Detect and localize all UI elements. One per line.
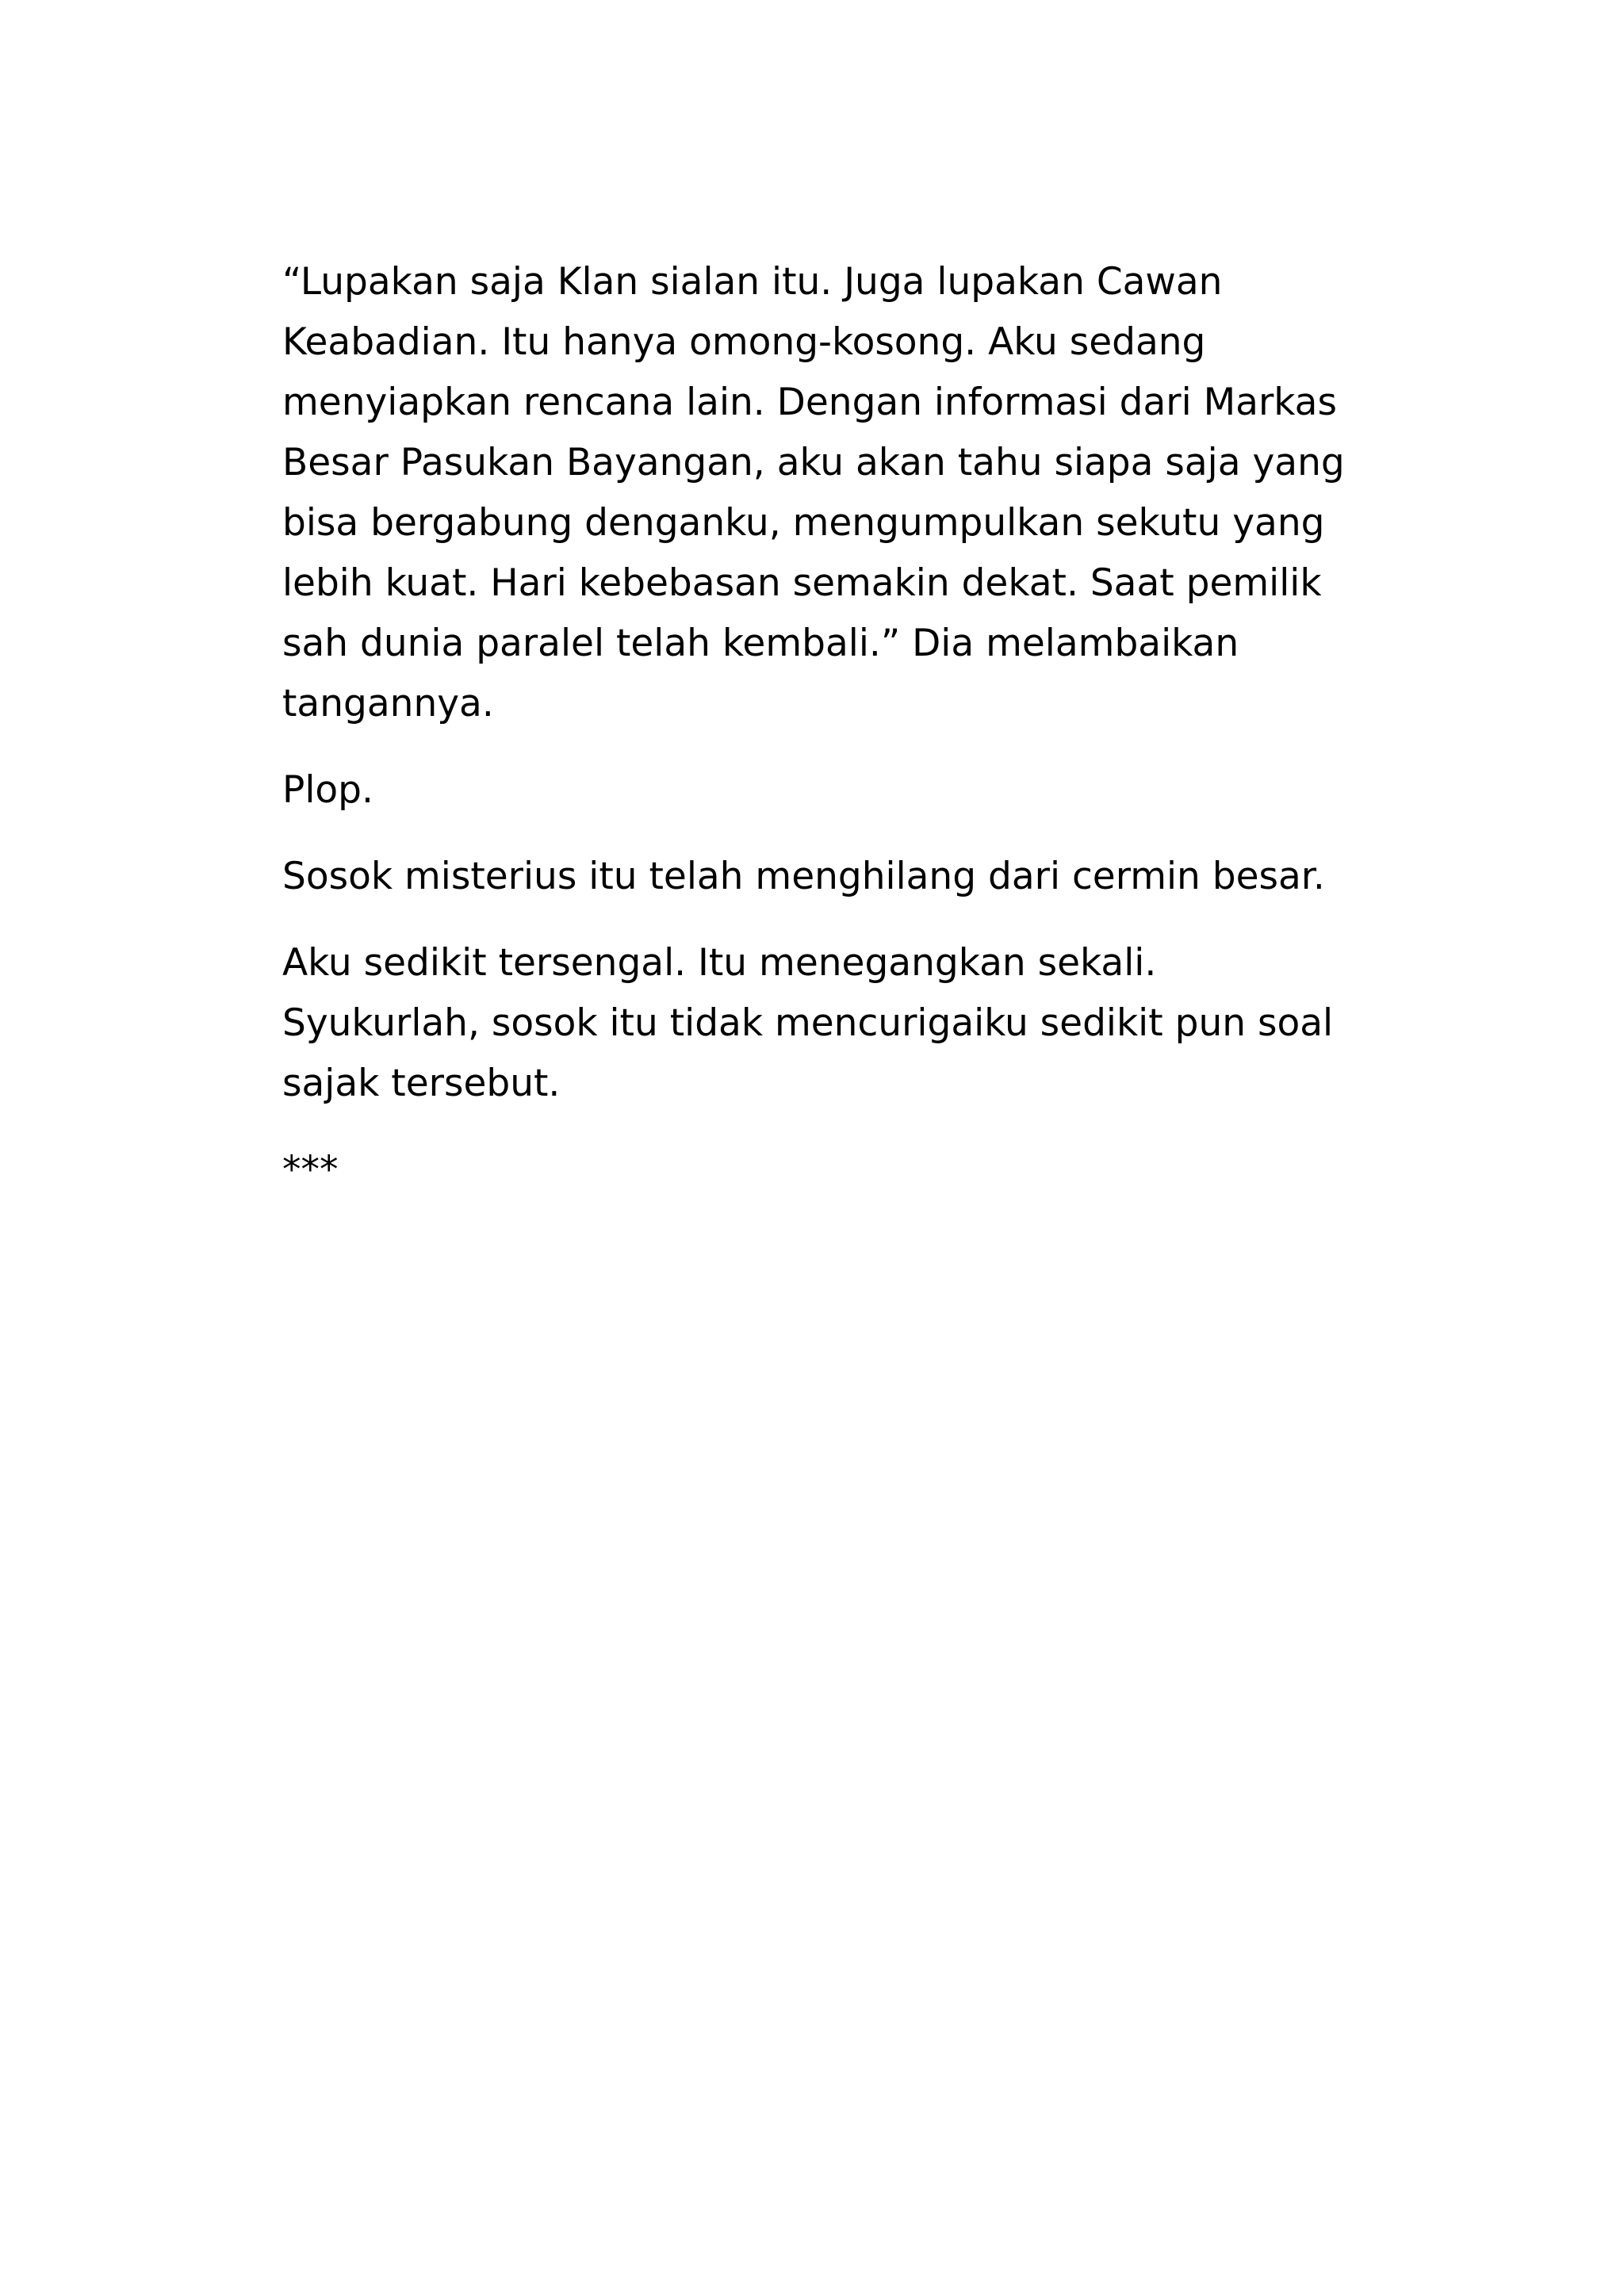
body-text (282, 252, 1361, 1226)
text-line: Besar Pasukan Bayangan, aku akan tahu siapa saja yang (282, 441, 1345, 484)
text-line: sah dunia paralel telah kembali.” Dia melambaikan (282, 622, 1239, 665)
text-line: sajak tersebut. (282, 1062, 561, 1105)
paragraph-4 (282, 933, 1361, 1114)
paragraph-1 (282, 252, 1361, 734)
scene-break-marker: *** (282, 1148, 339, 1192)
text-line: Keabadian. Itu hanya omong-kosong. Aku sedang (282, 320, 1206, 364)
paragraph-3 (282, 847, 1361, 907)
text-line: menyiapkan rencana lain. Dengan informasi dari Markas (282, 381, 1337, 424)
text-line: Plop. (282, 768, 373, 812)
text-line: Syukurlah, sosok itu tidak mencurigaiku sedikit pun soal (282, 1001, 1334, 1045)
paragraph-2 (282, 760, 1361, 821)
text-line: tangannya. (282, 682, 494, 725)
text-line: Sosok misterius itu telah menghilang dari cermin besar. (282, 855, 1325, 898)
text-line: Aku sedikit tersengal. Itu menegangkan sekali. (282, 941, 1157, 985)
text-line: “Lupakan saja Klan sialan itu. Juga lupakan Cawan (282, 260, 1223, 304)
scene-break (282, 1140, 1361, 1200)
text-line: bisa bergabung denganku, mengumpulkan sekutu yang (282, 501, 1325, 545)
text-line: lebih kuat. Hari kebebasan semakin dekat. Saat pemilik (282, 561, 1322, 605)
